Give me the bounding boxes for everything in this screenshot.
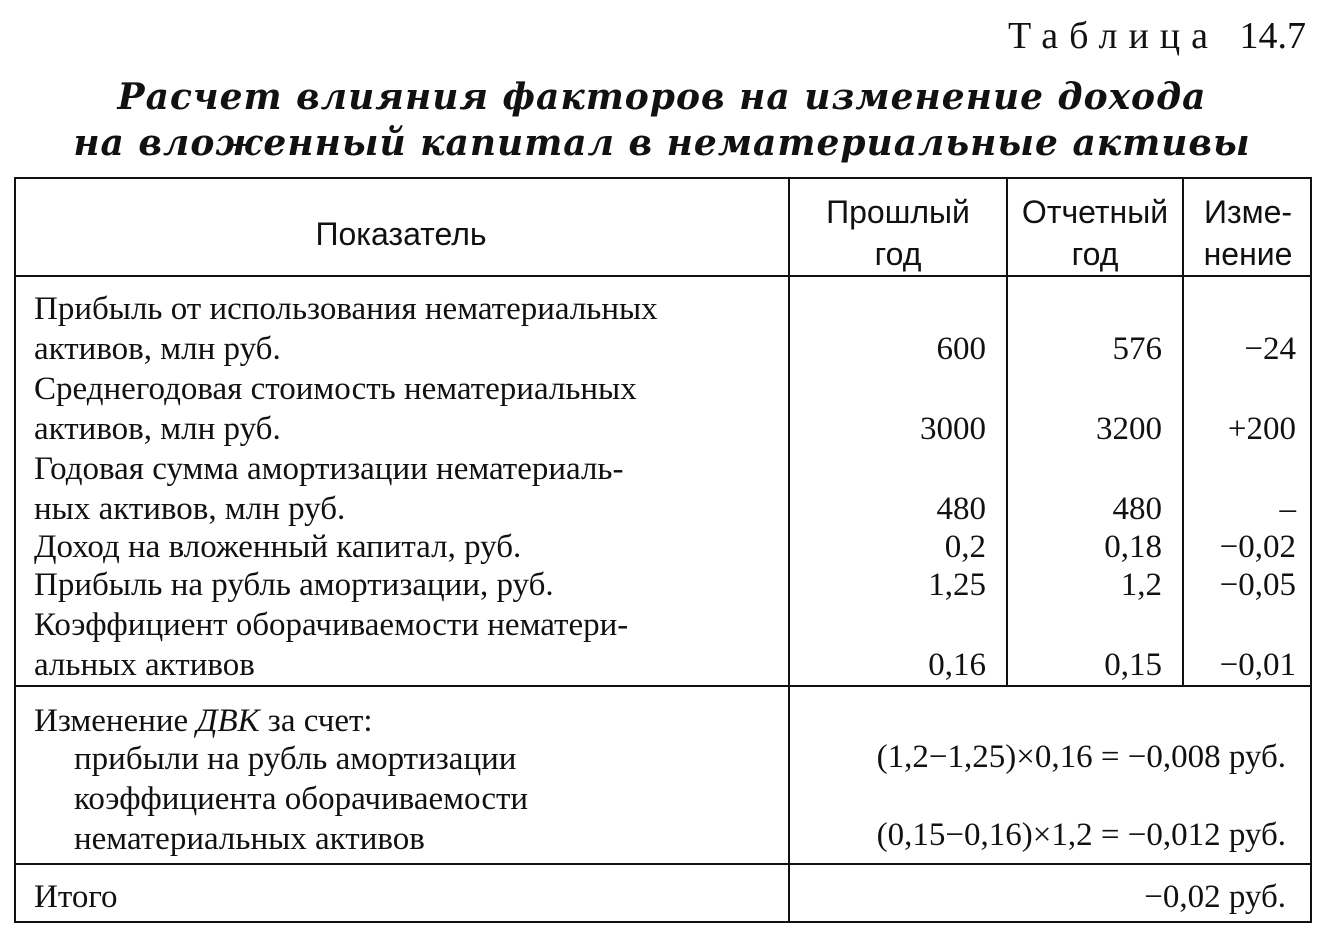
body-rule: [14, 685, 1312, 687]
factor-2-formula: (0,15−0,16)×1,2 = −0,012 руб.: [876, 817, 1286, 853]
row-6-curr: 0,15: [1104, 647, 1162, 683]
row-1-change: −24: [1244, 331, 1296, 367]
row-2-indicator: Среднегодовая стоимость нематериальных активов, млн руб.: [34, 371, 637, 447]
row-1-prev: 600: [936, 331, 986, 367]
row-4-prev: 0,2: [944, 529, 986, 565]
row-1-indicator: Прибыль от использования нематериальных активов, млн руб.: [34, 291, 658, 367]
header-indicator: Показатель: [315, 216, 487, 252]
title-line-2: на вложенный капитал в нематериальные активы: [73, 122, 1251, 164]
total-rule: [14, 863, 1312, 865]
row-3-change: –: [1279, 491, 1296, 527]
row-2-prev: 3000: [920, 411, 986, 447]
table-label-word: Таблица: [1007, 15, 1219, 57]
row-4-change: −0,02: [1219, 529, 1296, 565]
row-5-curr: 1,2: [1120, 567, 1162, 603]
data-table: [14, 177, 1312, 923]
row-6-prev: 0,16: [928, 647, 986, 683]
table-label-number: 14.7: [1239, 15, 1306, 57]
row-2-change: +200: [1227, 411, 1296, 447]
row-6-indicator: Коэффициент оборачиваемости нематери- альных активов: [34, 607, 629, 683]
factors-heading: Изменение ДВК за счет:: [34, 703, 373, 739]
title-line-1: Расчет влияния факторов на изменение дохода: [117, 76, 1207, 118]
row-1-curr: 576: [1112, 331, 1162, 367]
header-rule: [14, 275, 1312, 277]
header-change: Изме- нение: [1203, 194, 1293, 272]
row-2-curr: 3200: [1096, 411, 1162, 447]
header-prev-year: Прошлый год: [826, 194, 970, 272]
factor-2-label: коэффициента оборачиваемости нематериальных активов: [74, 781, 529, 857]
table-title: [14, 74, 1310, 166]
row-4-indicator: Доход на вложенный капитал, руб.: [34, 529, 522, 565]
table-number: [1008, 14, 1306, 58]
row-6-change: −0,01: [1219, 647, 1296, 683]
row-3-curr: 480: [1112, 491, 1162, 527]
header-report-year: Отчетный год: [1021, 194, 1169, 272]
factor-1-formula: (1,2−1,25)×0,16 = −0,008 руб.: [876, 739, 1286, 775]
total-label: Итого: [34, 879, 118, 915]
row-4-curr: 0,18: [1104, 529, 1162, 565]
row-5-prev: 1,25: [928, 567, 986, 603]
row-3-prev: 480: [936, 491, 986, 527]
factor-1-label: прибыли на рубль амортизации: [74, 741, 517, 777]
row-5-change: −0,05: [1219, 567, 1296, 603]
total-value: −0,02 руб.: [1144, 879, 1286, 915]
row-5-indicator: Прибыль на рубль амортизации, руб.: [34, 567, 554, 603]
row-3-indicator: Годовая сумма амортизации нематериаль- ных активов, млн руб.: [34, 451, 624, 527]
